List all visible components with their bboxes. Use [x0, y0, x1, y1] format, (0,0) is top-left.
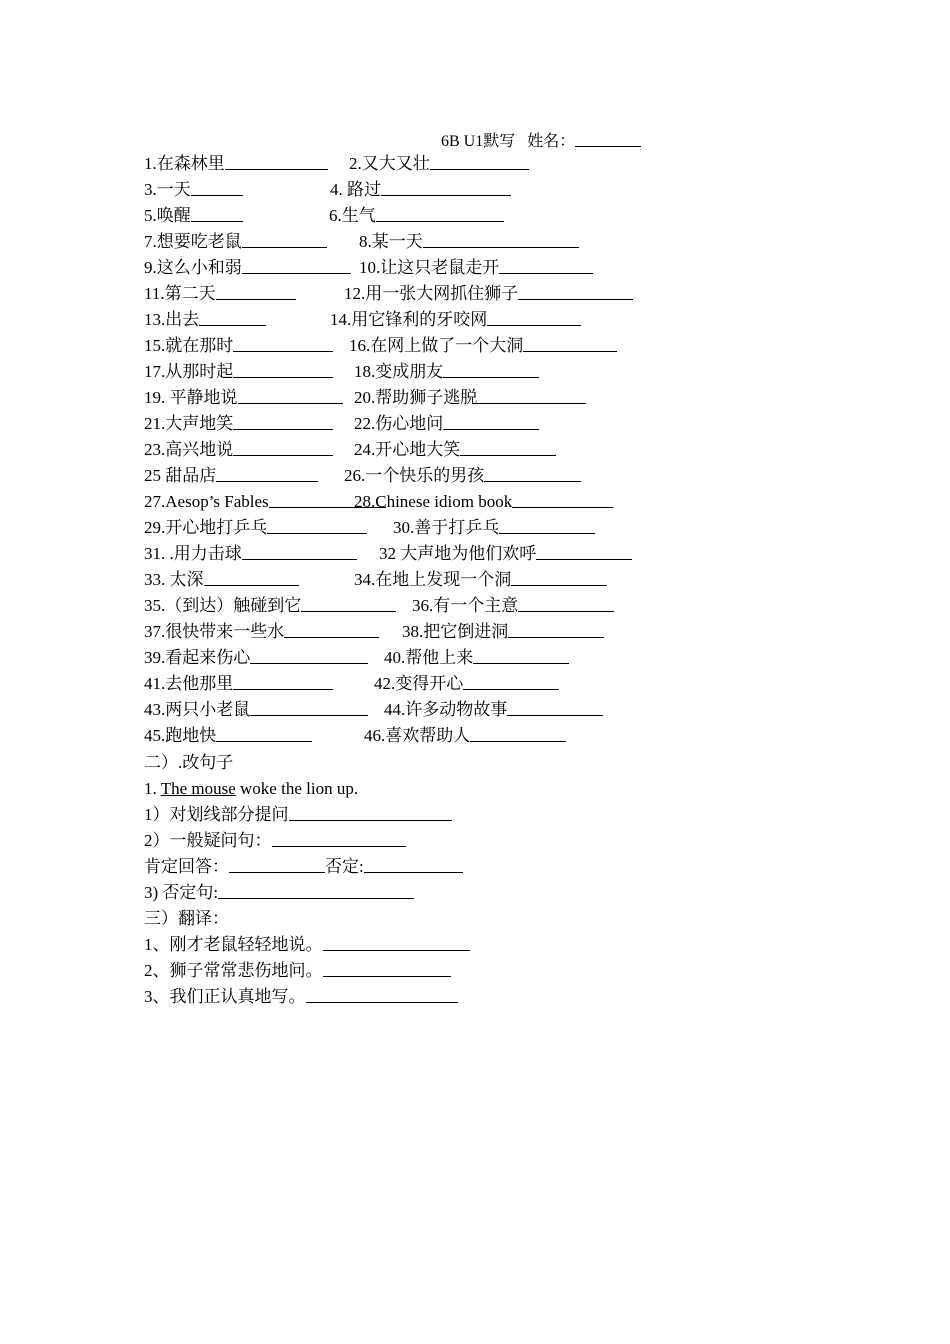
question-2-line	[144, 828, 406, 854]
answer-blank[interactable]	[507, 697, 603, 716]
translation-1-label: 1、刚才老鼠轻轻地说。	[144, 935, 323, 954]
vocab-item-left	[144, 593, 396, 619]
vocab-item-right	[354, 437, 556, 463]
answer-blank[interactable]	[423, 229, 579, 248]
answer-blank[interactable]	[250, 697, 368, 716]
vocab-item-left	[144, 151, 328, 177]
vocab-prompt: 22.伤心地问	[354, 414, 444, 433]
answer-blank[interactable]	[473, 645, 569, 664]
vocab-item-right	[402, 619, 604, 645]
vocab-prompt: 13.出去	[144, 310, 200, 329]
vocab-prompt: 8.某一天	[359, 232, 423, 251]
question-3-label: 3) 否定句:	[144, 883, 219, 902]
answer-blank[interactable]	[512, 489, 613, 508]
answer-blank[interactable]	[233, 333, 333, 352]
answer-blank[interactable]	[518, 593, 614, 612]
vocab-item-left	[144, 723, 312, 749]
question-3-line	[144, 880, 414, 906]
answer-blank[interactable]	[242, 255, 351, 274]
vocab-prompt: 29.开心地打乒乓	[144, 518, 268, 537]
answer-blank[interactable]	[242, 229, 327, 248]
vocab-prompt: 17.从那时起	[144, 362, 234, 381]
answer-blank[interactable]	[518, 281, 633, 300]
question-1-line	[144, 802, 452, 828]
vocab-prompt: 39.看起来伤心	[144, 648, 251, 667]
question-1-label: 1）对划线部分提问	[144, 805, 289, 824]
vocab-prompt: 15.就在那时	[144, 336, 234, 355]
vocab-prompt: 3.一天	[144, 180, 191, 199]
vocab-item-left	[144, 385, 343, 411]
vocab-prompt: 11.第二天	[144, 284, 216, 303]
vocab-item-right	[384, 697, 603, 723]
vocab-prompt: 37.很快带来一些水	[144, 622, 285, 641]
answer-blank[interactable]	[499, 255, 593, 274]
vocab-prompt: 21.大声地笑	[144, 414, 234, 433]
answer-blank[interactable]	[443, 411, 539, 430]
vocab-prompt: 44.许多动物故事	[384, 700, 508, 719]
answer-blank[interactable]	[487, 307, 581, 326]
vocab-item-right	[379, 541, 632, 567]
vocab-prompt: 43.两只小老鼠	[144, 700, 251, 719]
vocab-prompt: 31. .用力击球	[144, 544, 242, 563]
vocab-item-right	[393, 515, 595, 541]
question-1-blank[interactable]	[289, 802, 452, 821]
answer-blank[interactable]	[233, 671, 333, 690]
vocab-item-right	[344, 463, 581, 489]
vocab-item-right	[354, 385, 586, 411]
answer-blank[interactable]	[191, 177, 243, 196]
vocab-prompt: 10.让这只老鼠走开	[359, 258, 500, 277]
vocab-prompt: 33. 太深	[144, 570, 204, 589]
question-2-label: 2）一般疑问句：	[144, 831, 272, 850]
translation-3-line	[144, 984, 458, 1010]
vocab-prompt: 42.变得开心	[374, 674, 464, 693]
vocab-prompt: 36.有一个主意	[412, 596, 519, 615]
answer-blank[interactable]	[233, 411, 333, 430]
answer-blank[interactable]	[376, 203, 504, 222]
vocab-item-left	[144, 645, 368, 671]
vocab-item-right	[364, 723, 566, 749]
vocab-item-left	[144, 333, 333, 359]
vocab-item-left	[144, 671, 333, 697]
vocab-item-left	[144, 255, 351, 281]
answer-blank[interactable]	[216, 723, 312, 742]
vocab-prompt: 2.又大又壮	[349, 154, 430, 173]
answers-line	[144, 854, 463, 880]
vocab-item-left	[144, 515, 367, 541]
vocab-prompt: 7.想要吃老鼠	[144, 232, 242, 251]
answer-blank[interactable]	[508, 619, 604, 638]
vocab-prompt: 41.去他那里	[144, 674, 234, 693]
vocab-item-right	[354, 411, 539, 437]
answer-blank[interactable]	[381, 177, 511, 196]
no-answer-blank[interactable]	[364, 854, 463, 873]
vocab-item-right	[354, 359, 539, 385]
vocab-prompt: 12.用一张大网抓住狮子	[344, 284, 519, 303]
translation-2-label: 2、狮子常常悲伤地问。	[144, 961, 323, 980]
question-3-blank[interactable]	[218, 880, 414, 899]
vocab-prompt: 16.在网上做了一个大洞	[349, 336, 524, 355]
answer-blank[interactable]	[267, 515, 367, 534]
vocab-item-right	[359, 255, 593, 281]
answer-blank[interactable]	[242, 541, 357, 560]
vocab-prompt: 38.把它倒进洞	[402, 622, 509, 641]
vocab-prompt: 30.善于打乒乓	[393, 518, 500, 537]
vocab-item-left	[144, 463, 318, 489]
answer-blank[interactable]	[225, 151, 328, 170]
vocab-prompt: 34.在地上发现一个洞	[354, 570, 512, 589]
name-blank[interactable]	[575, 128, 641, 147]
answer-blank[interactable]	[233, 359, 333, 378]
vocab-item-left	[144, 307, 266, 333]
vocab-prompt: 35.（到达）触碰到它	[144, 596, 302, 615]
answer-blank[interactable]	[233, 437, 333, 456]
translation-1-blank[interactable]	[323, 932, 470, 951]
vocab-prompt: 45.跑地快	[144, 726, 217, 745]
section3-heading: 三）翻译：	[144, 909, 229, 928]
vocab-prompt: 9.这么小和弱	[144, 258, 242, 277]
answer-blank[interactable]	[484, 463, 581, 482]
answer-blank[interactable]	[284, 619, 379, 638]
no-answer-label: 否定:	[325, 857, 364, 876]
vocab-item-right	[330, 307, 581, 333]
vocab-prompt: 24.开心地大笑	[354, 440, 461, 459]
translation-3-blank[interactable]	[306, 984, 458, 1003]
answer-blank[interactable]	[301, 593, 396, 612]
vocab-prompt: 46.喜欢帮助人	[364, 726, 471, 745]
vocab-prompt: 28.Chinese idiom book	[354, 492, 513, 511]
sentence-1: 1. The mouse woke the lion up.	[144, 779, 359, 798]
vocab-item-right	[384, 645, 569, 671]
translation-3-label: 3、我们正认真地写。	[144, 987, 306, 1006]
vocab-item-left	[144, 541, 357, 567]
answer-blank[interactable]	[199, 307, 266, 326]
answer-blank[interactable]	[499, 515, 595, 534]
translation-2-line	[144, 958, 451, 984]
underlined-subject: The mouse	[160, 779, 236, 798]
worksheet-title	[441, 128, 641, 153]
vocab-item-left	[144, 411, 333, 437]
vocab-item-left	[144, 697, 368, 723]
answer-blank[interactable]	[463, 671, 559, 690]
translation-1-line	[144, 932, 470, 958]
vocab-item-left	[144, 203, 243, 229]
vocab-prompt: 23.高兴地说	[144, 440, 234, 459]
vocab-item-left	[144, 229, 327, 255]
answer-blank[interactable]	[204, 567, 299, 586]
answer-blank[interactable]	[191, 203, 243, 222]
vocab-item-right	[349, 151, 529, 177]
answer-blank[interactable]	[460, 437, 556, 456]
answer-blank[interactable]	[216, 463, 318, 482]
answer-blank[interactable]	[250, 645, 368, 664]
vocab-item-right	[354, 567, 607, 593]
answer-blank[interactable]	[430, 151, 529, 170]
section2-heading: 二）.改句子	[144, 753, 234, 772]
vocab-item-left	[144, 437, 333, 463]
vocab-prompt: 1.在森林里	[144, 154, 225, 173]
vocab-item-right	[344, 281, 633, 307]
answer-blank[interactable]	[523, 333, 617, 352]
answer-blank[interactable]	[238, 385, 343, 404]
vocab-prompt: 4. 路过	[330, 180, 381, 199]
vocab-item-right	[354, 489, 613, 515]
answer-blank[interactable]	[443, 359, 539, 378]
vocab-item-right	[374, 671, 559, 697]
vocab-item-left	[144, 359, 333, 385]
question-2-blank[interactable]	[272, 828, 406, 847]
vocab-prompt: 26.一个快乐的男孩	[344, 466, 485, 485]
vocab-prompt: 27.Aesop’s Fables	[144, 492, 269, 511]
title-text: 6B U1默写	[441, 133, 516, 150]
vocab-prompt: 40.帮他上来	[384, 648, 474, 667]
vocab-prompt: 19. 平静地说	[144, 388, 238, 407]
vocab-item-left	[144, 281, 296, 307]
yes-answer-blank[interactable]	[229, 854, 325, 873]
translation-2-blank[interactable]	[323, 958, 451, 977]
vocab-item-left	[144, 619, 379, 645]
vocab-prompt: 6.生气	[329, 206, 376, 225]
vocab-item-right	[412, 593, 614, 619]
vocab-item-left	[144, 489, 386, 515]
vocab-prompt: 14.用它锋利的牙咬网	[330, 310, 488, 329]
vocab-item-left	[144, 567, 299, 593]
vocab-prompt: 5.唤醒	[144, 206, 191, 225]
answer-blank[interactable]	[216, 281, 296, 300]
yes-answer-label: 肯定回答：	[144, 857, 229, 876]
vocab-item-left	[144, 177, 243, 203]
name-label: 姓名：	[527, 133, 576, 150]
vocab-prompt: 18.变成朋友	[354, 362, 444, 381]
vocab-prompt: 32 大声地为他们欢呼	[379, 544, 537, 563]
vocab-item-right	[359, 229, 579, 255]
vocab-item-right	[349, 333, 617, 359]
vocab-prompt: 20.帮助狮子逃脱	[354, 388, 478, 407]
vocab-item-right	[330, 177, 511, 203]
answer-blank[interactable]	[536, 541, 632, 560]
answer-blank[interactable]	[511, 567, 607, 586]
vocab-item-right	[329, 203, 504, 229]
answer-blank[interactable]	[470, 723, 566, 742]
vocab-prompt: 25 甜品店	[144, 466, 217, 485]
answer-blank[interactable]	[477, 385, 586, 404]
